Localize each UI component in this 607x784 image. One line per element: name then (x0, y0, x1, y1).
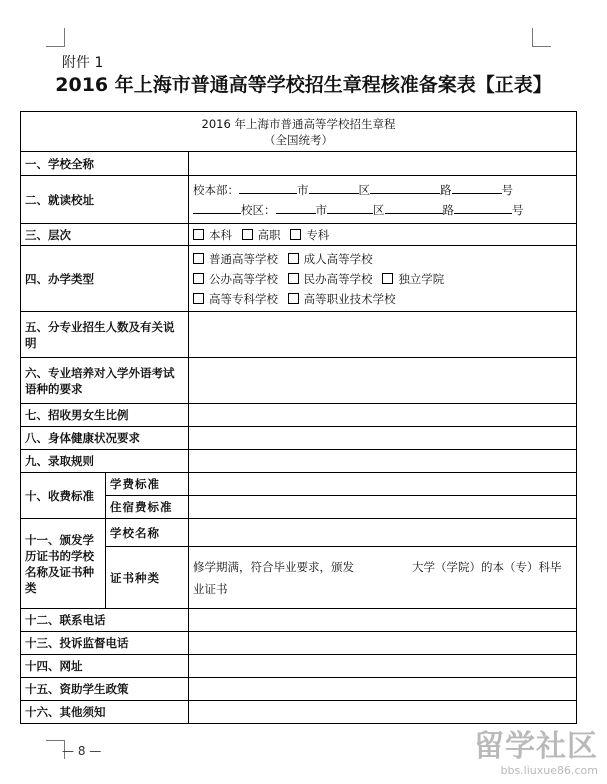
campus-label: 校区： (241, 202, 276, 217)
blank-campus-city[interactable] (276, 202, 316, 214)
row-level (21, 224, 577, 246)
type-option-private[interactable]: 民办高等学校 (288, 269, 373, 289)
label-rules: 九、录取规则 (21, 450, 189, 473)
row-complaint (21, 632, 577, 655)
row-address (21, 176, 577, 224)
road-label: 路 (440, 182, 452, 197)
type-option-public[interactable]: 公办高等学校 (193, 269, 278, 289)
row-health (21, 427, 577, 450)
blank-campus-name[interactable] (193, 202, 241, 214)
label-school-type: 四、办学类型 (21, 246, 189, 312)
label-school-name: 一、学校全称 (21, 152, 189, 176)
row-website (21, 655, 577, 678)
campus-city-label: 市 (315, 202, 327, 217)
label-cert-kind: 证书种类 (106, 547, 189, 609)
row-school-type (21, 246, 577, 312)
blank-main-campus[interactable] (239, 182, 297, 194)
blank-cert-university[interactable] (354, 560, 412, 571)
district-label: 区 (358, 182, 370, 197)
checkbox-icon (193, 253, 204, 264)
document-title: 2016 年上海市普通高等学校招生章程核准备案表【正表】 (55, 74, 552, 96)
blank-campus-road[interactable] (385, 202, 443, 214)
watermark-url: bbs.liuxue86.com (500, 764, 598, 777)
row-other (21, 701, 577, 724)
watermark (448, 730, 598, 777)
checkbox-icon (288, 293, 299, 304)
filing-form-table (20, 111, 577, 724)
page-number: — 8 — (62, 744, 102, 758)
label-gender: 七、招收男女生比例 (21, 404, 189, 427)
table-header (21, 112, 577, 152)
type-line-2 (193, 269, 572, 289)
label-cert-school: 学校名称 (106, 519, 189, 547)
value-housing[interactable] (189, 496, 577, 519)
row-phone (21, 609, 577, 632)
main-campus-label: 校本部： (193, 182, 239, 197)
value-level (189, 224, 577, 246)
row-cert-school (21, 519, 577, 547)
city-label: 市 (297, 182, 309, 197)
row-school-name (21, 152, 577, 176)
value-rules[interactable] (189, 450, 577, 473)
value-tuition[interactable] (189, 473, 577, 496)
label-housing: 住宿费标准 (106, 496, 189, 519)
type-option-independent[interactable]: 独立学院 (382, 269, 444, 289)
value-address[interactable] (189, 176, 577, 224)
row-language (21, 358, 577, 404)
checkbox-icon (193, 273, 204, 284)
row-gender (21, 404, 577, 427)
checkbox-icon (288, 273, 299, 284)
value-health[interactable] (189, 427, 577, 450)
value-complaint[interactable] (189, 632, 577, 655)
blank-district[interactable] (370, 182, 440, 194)
checkbox-icon (193, 229, 204, 240)
header-line-1: 2016 年上海市普通高等学校招生章程 (201, 116, 396, 131)
cert-text-part1: 修学期满，符合毕业要求，颁发 (193, 559, 354, 574)
level-option-junior-college[interactable]: 专科 (290, 227, 329, 243)
campus-district-label: 区 (373, 202, 385, 217)
label-address: 二、就读校址 (21, 176, 189, 224)
level-option-undergrad[interactable]: 本科 (193, 227, 232, 243)
label-tuition: 学费标准 (106, 473, 189, 496)
row-quota (21, 312, 577, 358)
label-phone: 十二、联系电话 (21, 609, 189, 632)
blank-city[interactable] (309, 182, 359, 194)
label-website: 十四、网址 (21, 655, 189, 678)
type-option-regular[interactable]: 普通高等学校 (193, 249, 278, 269)
corner-mark-top-left (46, 28, 65, 47)
address-line-main (193, 180, 572, 200)
row-aid (21, 678, 577, 701)
label-level: 三、层次 (21, 224, 189, 246)
label-health: 八、身体健康状况要求 (21, 427, 189, 450)
attachment-label: 附件 1 (62, 55, 104, 71)
value-cert-kind (189, 547, 577, 609)
header-line-2: （全国统考） (264, 132, 333, 147)
checkbox-icon (242, 229, 253, 240)
blank-road[interactable] (452, 182, 502, 194)
label-language: 六、专业培养对入学外语考试语种的要求 (21, 358, 189, 404)
table-header-row (21, 112, 577, 152)
type-option-adult[interactable]: 成人高等学校 (288, 249, 373, 269)
checkbox-icon (193, 293, 204, 304)
number-label: 号 (501, 182, 513, 197)
level-option-vocational[interactable]: 高职 (242, 227, 281, 243)
blank-campus-district[interactable] (327, 202, 373, 214)
campus-road-label: 路 (442, 202, 454, 217)
label-other: 十六、其他须知 (21, 701, 189, 724)
label-complaint: 十三、投诉监督电话 (21, 632, 189, 655)
value-school-type (189, 246, 577, 312)
value-website[interactable] (189, 655, 577, 678)
label-fees: 十、收费标准 (21, 473, 106, 519)
row-fees-tuition (21, 473, 577, 496)
type-line-1 (193, 249, 572, 269)
value-other[interactable] (189, 701, 577, 724)
value-cert-school[interactable] (189, 519, 577, 547)
type-line-3 (193, 289, 572, 309)
value-quota[interactable] (189, 312, 577, 358)
label-quota: 五、分专业招生人数及有关说明 (21, 312, 189, 358)
checkbox-icon (382, 273, 393, 284)
blank-campus-number[interactable] (454, 202, 512, 214)
corner-mark-top-right (532, 28, 551, 47)
row-rules (21, 450, 577, 473)
value-phone[interactable] (189, 609, 577, 632)
value-gender[interactable] (189, 404, 577, 427)
value-school-name[interactable] (189, 152, 577, 176)
address-line-campus (193, 200, 572, 220)
label-aid: 十五、资助学生政策 (21, 678, 189, 701)
cert-text-part2: 大学（学院）的本（专）科毕业证书 (193, 559, 562, 596)
campus-number-label: 号 (512, 202, 524, 217)
type-option-vocational-tech[interactable]: 高等职业技术学校 (288, 289, 396, 309)
checkbox-icon (290, 229, 301, 240)
value-language[interactable] (189, 358, 577, 404)
watermark-logo: 留学社区 (474, 729, 598, 764)
type-option-specialized[interactable]: 高等专科学校 (193, 289, 278, 309)
checkbox-icon (288, 253, 299, 264)
value-aid[interactable] (189, 678, 577, 701)
label-certificate: 十一、颁发学历证书的学校名称及证书种类 (21, 519, 106, 609)
